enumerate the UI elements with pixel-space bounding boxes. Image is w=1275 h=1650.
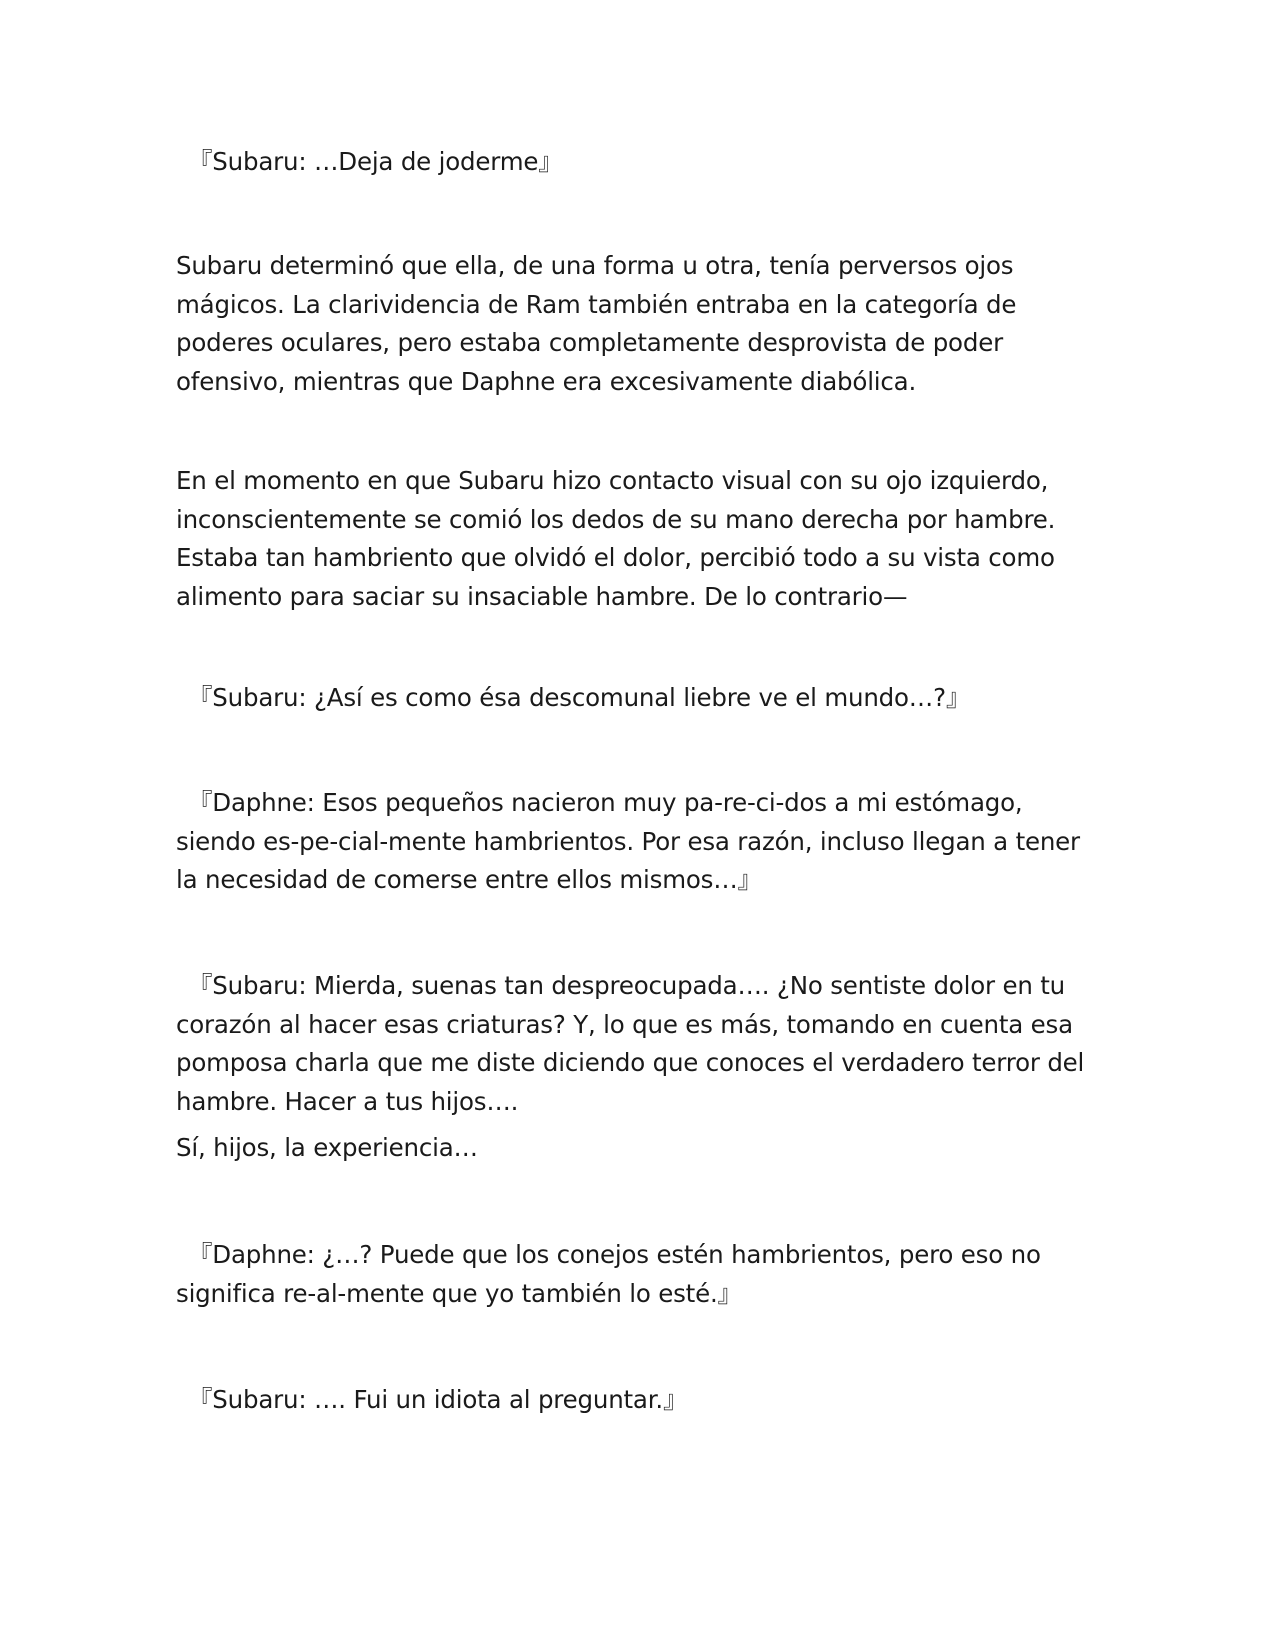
dialogue-subaru-hare: 『Subaru: ¿Así es como ésa descomunal liebre ve el mundo…?』 [188, 683, 971, 712]
dialogue-subaru-stop: 『Subaru: …Deja de joderme』 [188, 147, 563, 176]
dialogue-subaru-idiot: 『Subaru: …. Fui un idiota al preguntar.』 [188, 1385, 688, 1414]
narration-evil-eyes: Subaru determinó que ella, de una forma u otra, tenía perversos ojos mágicos. La clarividencia de Ram también entraba en la categoría de poderes oculares, pero estaba completamente desprovista de poder ofensivo, mientras que Daphne era excesivamente diabólica. [176, 251, 1017, 396]
dialogue-daphne-stomach: 『Daphne: Esos pequeños nacieron muy pa-re-ci-dos a mi estómago, siendo es-pe-cial-mente hambrientos. Por esa razón, incluso llegan a tener la necesidad de comerse entre ellos mismos…』 [176, 788, 1080, 894]
narration-eye-contact: En el momento en que Subaru hizo contacto visual con su ojo izquierdo, inconscientemente se comió los dedos de su mano derecha por hambre. Estaba tan hambriento que olvidó el dolor, percibió todo a su vista como alimento para saciar su insaciable hambre. De lo contrario— [176, 466, 1056, 611]
dialogue-subaru-carefree: 『Subaru: Mierda, suenas tan despreocupada…. ¿No sentiste dolor en tu corazón al hacer esas criaturas? Y, lo que es más, tomando en cuenta esa pomposa charla que me diste diciendo que conoces el verdadero terror del hambre. Hacer a tus hijos…. [176, 971, 1085, 1116]
narration-children: Sí, hijos, la experiencia… [176, 1133, 478, 1162]
dialogue-daphne-rabbits: 『Daphne: ¿…? Puede que los conejos estén hambrientos, pero eso no significa re-al-mente que yo también lo esté.』 [176, 1240, 1041, 1308]
